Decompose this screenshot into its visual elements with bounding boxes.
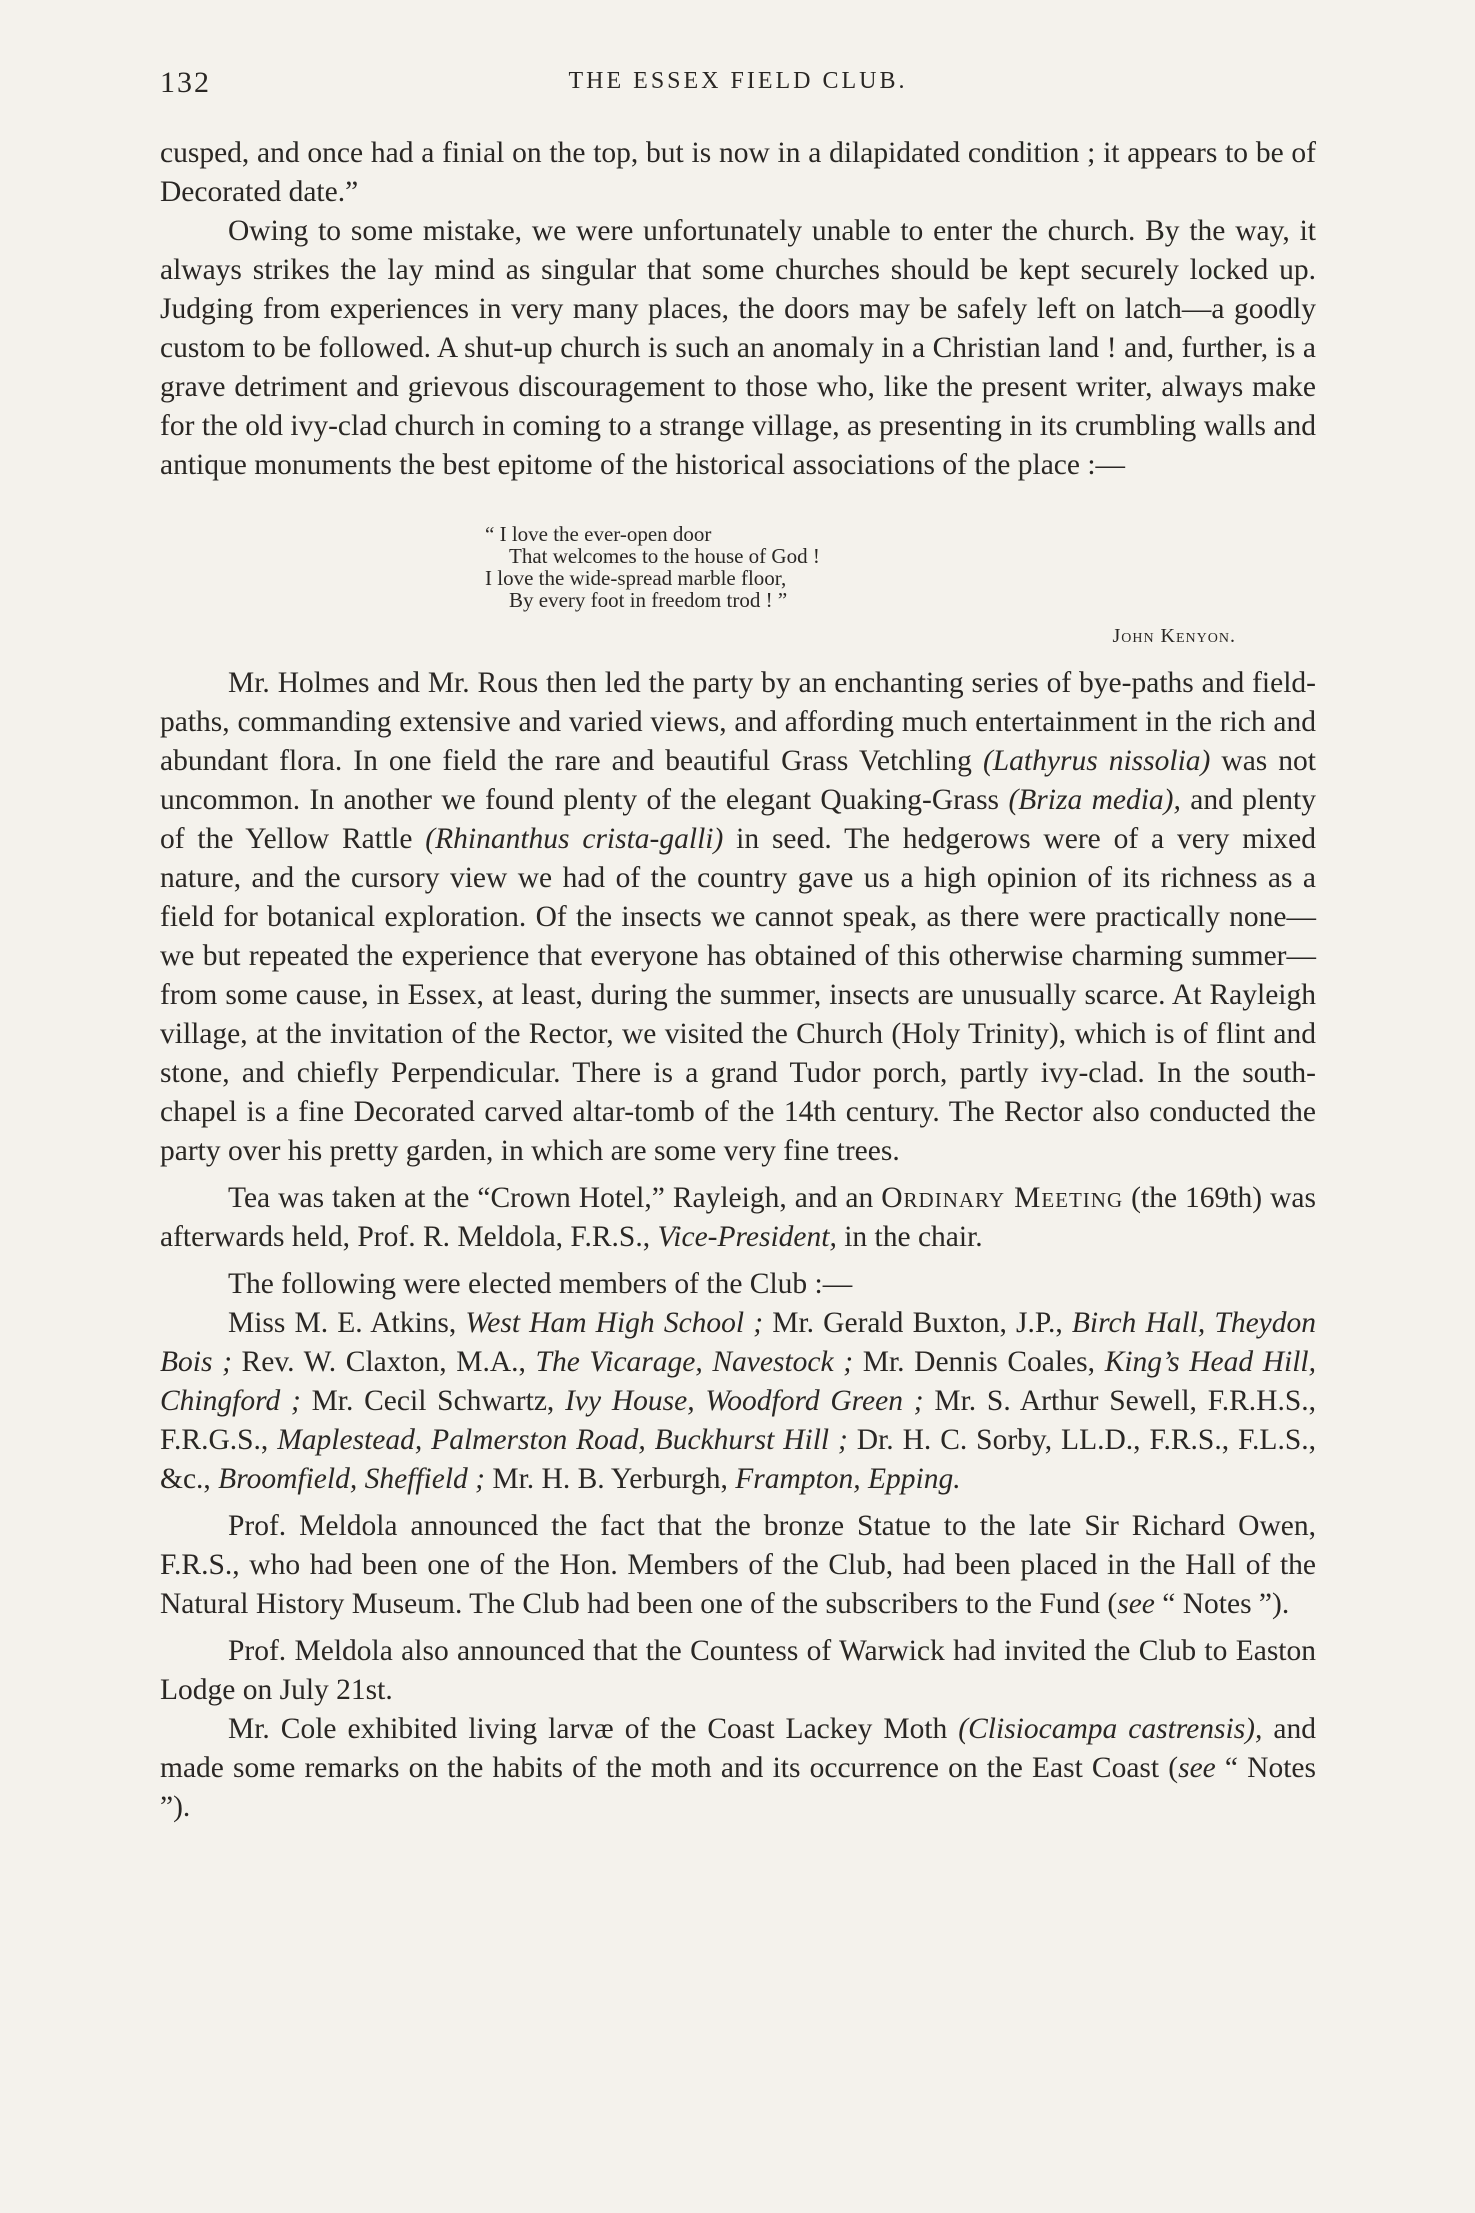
page-number: 132 <box>160 66 211 99</box>
running-head: THE ESSEX FIELD CLUB. <box>568 68 908 94</box>
italic-text: see <box>1178 1752 1216 1784</box>
text-run: “ Notes ”). <box>160 1752 1316 1823</box>
address: West Ham High School ; <box>465 1307 764 1339</box>
paragraph-members-list <box>160 1304 1316 1499</box>
text-run: Dr. H. C. Sorby, LL.D., F.R.S., F.L.S., &c., <box>160 1424 1316 1495</box>
paragraph-elected-intro: The following were elected members of the Club :— <box>228 1268 853 1300</box>
poem-attribution: John Kenyon. <box>1112 625 1236 647</box>
text-run: Mr. Cecil Schwartz, <box>300 1385 566 1417</box>
paragraph-statue <box>160 1507 1316 1624</box>
paragraph-church: Owing to some mistake, we were unfortunately unable to enter the church. By the way, it always strikes the lay mind as singular that some churches should be kept securely locked up. Judging from experiences in very many places, the doors may be safely left on latch—a goodly custom to be followed. A shut-up church is such an anomaly in a Christian land ! and, further, is a grave detriment and grievous discouragement to those who, like the present writer, always make for the old ivy-clad church in coming to a strange village, as presenting in its crumbling walls and antique monuments the best epitome of the historical associations of the place :— <box>160 215 1316 481</box>
address: Maplestead, Palmerston Road, Buckhurst Hill ; <box>277 1424 848 1456</box>
poem-line-4: By every foot in freedom trod ! ” <box>509 588 788 612</box>
poem-line-1: “ I love the ever-open door <box>485 522 712 546</box>
text-run: Mr. Gerald Buxton, J.P., <box>763 1307 1072 1339</box>
paragraph-continuation: cusped, and once had a finial on the top, but is now in a dilapidated condition ; it appears to be of Decorated date.” <box>160 137 1316 208</box>
text-run: Mr. Holmes and Mr. Rous then led the party by an enchanting series of bye-paths and field-paths, commanding extensive and varied views, and affording much entertainment in the rich and abundant flora. In one field the rare and beautiful Grass Vetchling <box>160 667 1316 777</box>
paragraph-excursion <box>160 664 1316 1171</box>
botanical-name: (Rhinanthus crista-galli) <box>425 823 724 855</box>
address: King’s Head Hill, Chingford ; <box>160 1346 1317 1417</box>
botanical-name: (Lathyrus nissolia) <box>982 745 1211 777</box>
address: Frampton, Epping. <box>735 1463 961 1495</box>
body-text <box>160 134 1316 1827</box>
text-run: Rev. W. Claxton, M.A., <box>231 1346 536 1378</box>
address: Birch Hall, Theydon Bois ; <box>160 1307 1317 1378</box>
poem-line-2: That welcomes to the house of God ! <box>509 544 820 568</box>
text-run: Mr. S. Arthur Sewell, F.R.H.S., F.R.G.S., <box>160 1385 1316 1456</box>
text-run: and made some remarks on the habits of the moth and its occurrence on the East Coast ( <box>160 1713 1316 1784</box>
page-header <box>160 66 1316 106</box>
italic-text: see <box>1117 1588 1155 1620</box>
poem-quote <box>485 523 1316 611</box>
poem-line-3: I love the wide-spread marble floor, <box>485 566 787 590</box>
botanical-name: (Briza media), <box>1008 784 1181 816</box>
text-run: and plenty of the Yellow Rattle <box>160 784 1316 855</box>
address: The Vicarage, Navestock ; <box>535 1346 854 1378</box>
text-run: (the 169th) was afterwards held, Prof. R. Meldola, F.R.S., <box>160 1182 1316 1253</box>
text-run: was not uncommon. In another we found plenty of the elegant Quaking-Grass <box>160 745 1317 816</box>
text-run: Prof. Meldola announced the fact that the bronze Statue to the late Sir Richard Owen, F.R.S., who had been one of the Hon. Members of the Club, had been placed in the Hall of the Natural History Museum. The Club had been one of the subscribers to the Fund ( <box>160 1510 1316 1620</box>
text-run: in the chair. <box>836 1221 983 1253</box>
address: Broomfield, Sheffield ; <box>218 1463 485 1495</box>
paragraph-meeting <box>160 1179 1316 1257</box>
paragraph-invitation: Prof. Meldola also announced that the Countess of Warwick had invited the Club to Easton Lodge on July 21st. <box>160 1635 1316 1706</box>
paragraph-moth <box>160 1710 1316 1827</box>
text-run: “ Notes ”). <box>1154 1588 1290 1620</box>
text-run: in seed. The hedgerows were of a very mixed nature, and the cursory view we had of the country gave us a high opinion of its richness as a field for botanical exploration. Of the insects we cannot speak, as there were practically none—we but repeated the experience that everyone has obtained of this otherwise charming summer—from some cause, in Essex, at least, during the summer, insects are unusually scarce. At Rayleigh village, at the invitation of the Rector, we visited the Church (Holy Trinity), which is of flint and stone, and chiefly Perpendicular. There is a grand Tudor porch, partly ivy-clad. In the south-chapel is a fine Decorated carved altar-tomb of the 14th century. The Rector also conducted the party over his pretty garden, in which are some very fine trees. <box>160 823 1316 1167</box>
italic-text: Vice-President, <box>657 1221 837 1253</box>
small-caps-text: Ordinary Meeting <box>881 1182 1124 1214</box>
text-run: Mr. Cole exhibited living larvæ of the Coast Lackey Moth <box>228 1713 959 1745</box>
text-run: Mr. Dennis Coales, <box>853 1346 1105 1378</box>
species-name: (Clisiocampa castrensis), <box>958 1713 1263 1745</box>
text-run: Miss M. E. Atkins, <box>228 1307 466 1339</box>
text-run: Tea was taken at the “Crown Hotel,” Rayleigh, and an <box>228 1182 882 1214</box>
text-run: Mr. H. B. Yerburgh, <box>484 1463 736 1495</box>
address: Ivy House, Woodford Green ; <box>565 1385 924 1417</box>
